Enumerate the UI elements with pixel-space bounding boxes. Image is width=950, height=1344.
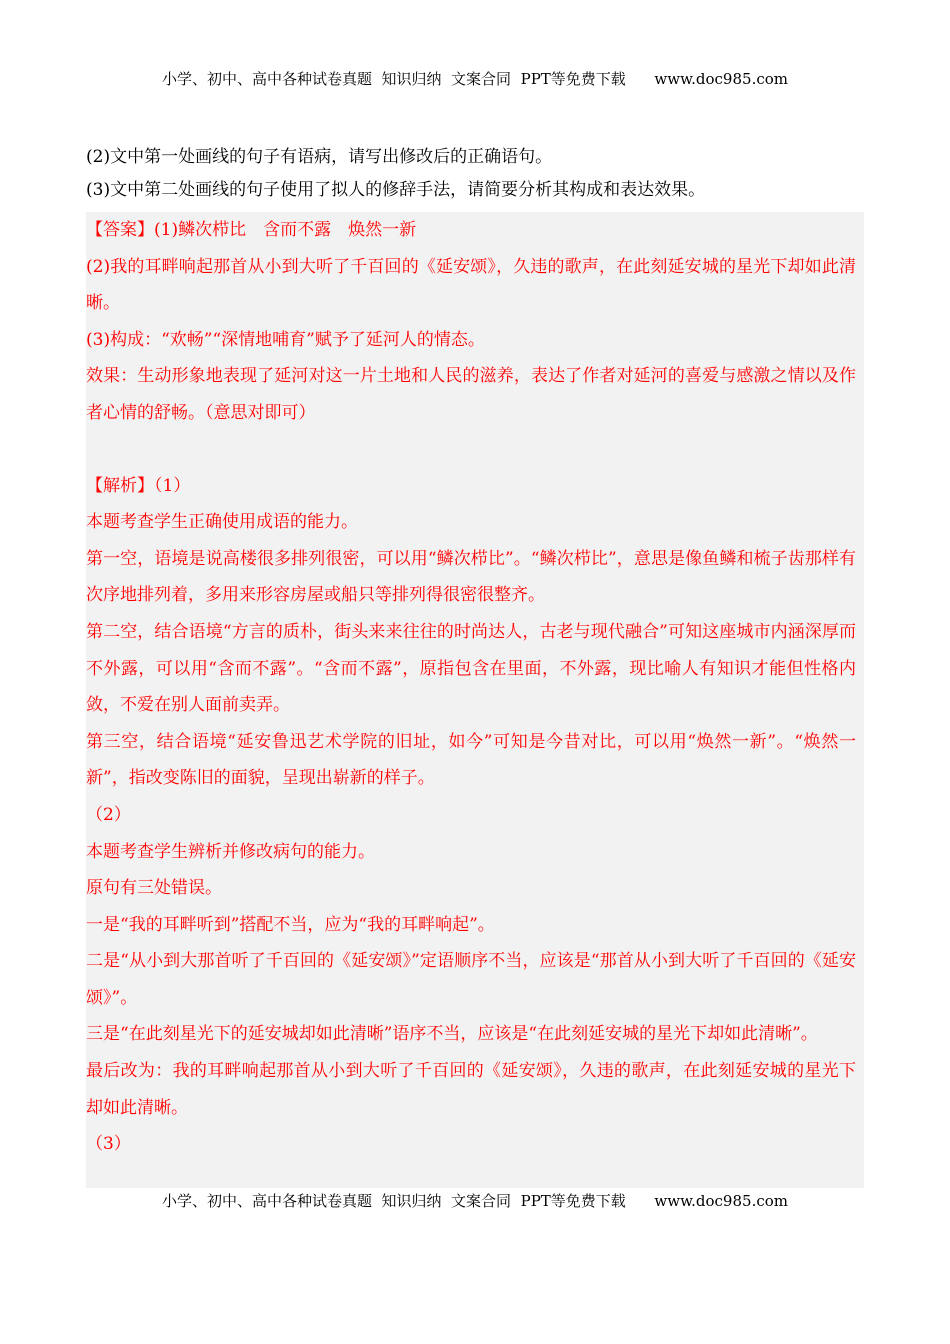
analysis-tag: 【解析】 [86, 475, 154, 496]
analysis-part-1-label: （1） [154, 475, 191, 496]
answer-part-3: (3)构成：“欢畅”“深情地哺育”赋予了延河人的情态。 [86, 329, 485, 350]
answer-effect: 效果：生动形象地表现了延河对这一片土地和人民的滋养，表达了作者对延河的喜爱与感激之情以及作者心情的舒畅。（意思对即可） [86, 366, 856, 423]
analysis-line-1 [86, 468, 856, 505]
answer-analysis-block [86, 212, 856, 1163]
analysis-2-summary: 原句有三处错误。 [86, 878, 222, 899]
answer-tag: 【答案】 [86, 220, 154, 240]
answer-part-1: (1)鳞次栉比 含而不露 焕然一新 [154, 220, 417, 240]
analysis-part-3-label: （3） [86, 1134, 131, 1155]
question-3: (3)文中第二处画线的句子使用了拟人的修辞手法，请简要分析其构成和表达效果。 [86, 180, 706, 200]
analysis-1-blank-2: 第二空，结合语境“方言的质朴，街头来来往往的时尚达人，古老与现代融合”可知这座城市内涵深厚而不外露，可以用“含而不露”。“含而不露”，原指包含在里面，不外露，现比喻人有知识才能但性格内敛，不爱在别人面前卖弄。 [86, 621, 856, 716]
analysis-2-intro: 本题考查学生辨析并修改病句的能力。 [86, 841, 375, 862]
answer-part-2: (2)我的耳畔响起那首从小到大听了千百回的《延安颂》，久违的歌声，在此刻延安城的星光下却如此清晰。 [86, 256, 856, 314]
analysis-2-error-2: 二是“从小到大那首听了千百回的《延安颂》”定语顺序不当，应该是“那首从小到大听了千百回的《延安颂》”。 [86, 951, 856, 1008]
page-header: 小学、初中、高中各种试卷真题 知识归纳 文案合同 PPT等免费下载 www.doc985.com [161, 70, 788, 88]
analysis-2-final: 最后改为：我的耳畔响起那首从小到大听了千百回的《延安颂》，久违的歌声，在此刻延安城的星光下却如此清晰。 [86, 1061, 856, 1118]
analysis-1-blank-3: 第三空，结合语境“延安鲁迅艺术学院的旧址，如今”可知是今昔对比，可以用“焕然一新”。“焕然一新”，指改变陈旧的面貌，呈现出崭新的样子。 [86, 731, 856, 789]
analysis-1-intro: 本题考查学生正确使用成语的能力。 [86, 512, 358, 533]
analysis-2-error-3: 三是“在此刻星光下的延安城却如此清晰”语序不当，应该是“在此刻延安城的星光下却如此清晰”。 [86, 1024, 818, 1045]
analysis-2-error-1: 一是“我的耳畔听到”搭配不当，应为“我的耳畔响起”。 [86, 914, 495, 935]
spacer [86, 432, 856, 468]
question-list [86, 141, 866, 207]
analysis-part-2-label: （2） [86, 804, 131, 825]
answer-line-1 [86, 212, 856, 249]
page-footer: 小学、初中、高中各种试卷真题 知识归纳 文案合同 PPT等免费下载 www.doc985.com [161, 1192, 788, 1210]
analysis-1-blank-1: 第一空，语境是说高楼很多排列很密，可以用“鳞次栉比”。“鳞次栉比”，意思是像鱼鳞和梳子齿那样有次序地排列着，多用来形容房屋或船只等排列得很密很整齐。 [86, 548, 856, 606]
question-2: (2)文中第一处画线的句子有语病，请写出修改后的正确语句。 [86, 147, 553, 167]
